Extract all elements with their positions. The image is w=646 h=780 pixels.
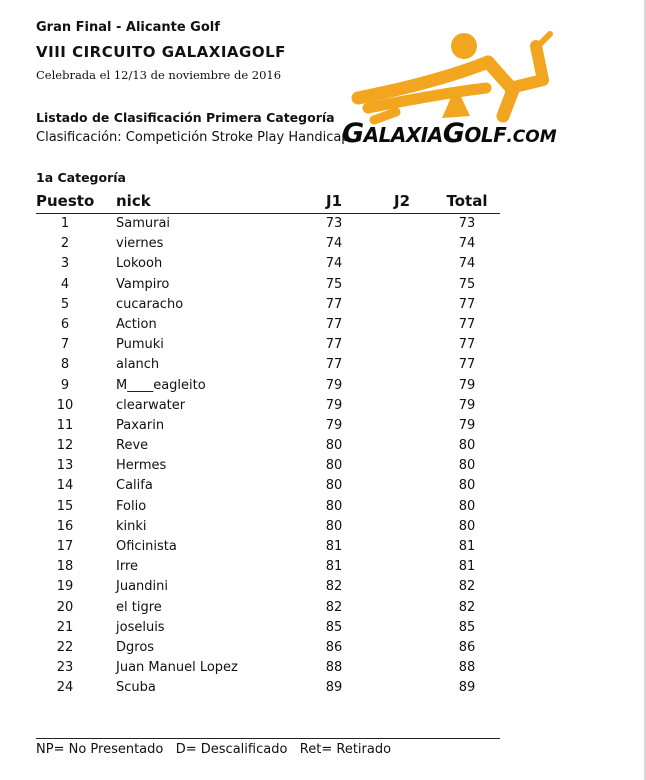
row-nick: kinki (116, 518, 147, 534)
table-row (0, 499, 646, 519)
row-j1: 74 (325, 236, 343, 252)
table-row (0, 620, 646, 640)
logo-wordmark: GALAXIAGOLF.COM (342, 118, 557, 149)
row-position: 4 (60, 276, 70, 292)
row-position: 2 (60, 236, 70, 252)
row-j1: 80 (325, 438, 343, 454)
category-title: 1a Categoría (36, 170, 126, 185)
column-header-total: Total (446, 192, 488, 210)
row-j1: 77 (325, 296, 343, 312)
row-total: 81 (458, 559, 476, 575)
row-j1: 73 (325, 216, 343, 231)
table-row (0, 398, 646, 418)
row-position: 1 (60, 216, 70, 231)
legend: NP= No Presentado D= Descalificado Ret= Retirado (36, 742, 392, 757)
row-nick: Reve (116, 438, 149, 454)
row-position: 24 (56, 680, 74, 696)
row-nick: Juandini (116, 579, 168, 595)
row-nick: Oficinista (116, 539, 177, 554)
row-position: 17 (56, 539, 74, 554)
row-j1: 82 (325, 599, 343, 615)
row-j1: 77 (325, 357, 343, 373)
table-row (0, 539, 646, 559)
table-row (0, 277, 646, 297)
row-nick: Califa (116, 478, 153, 494)
row-total: 77 (458, 296, 476, 312)
row-total: 79 (458, 397, 476, 413)
row-total: 79 (458, 417, 476, 433)
table-row (0, 478, 646, 498)
row-j1: 77 (325, 316, 343, 332)
row-position: 23 (56, 660, 74, 676)
table-row (0, 236, 646, 256)
row-total: 82 (458, 579, 476, 595)
row-nick: Samurai (116, 216, 171, 231)
row-j1: 79 (325, 397, 343, 413)
row-total: 86 (458, 639, 476, 655)
row-position: 13 (56, 458, 74, 474)
row-position: 11 (56, 417, 74, 433)
row-total: 85 (458, 619, 476, 635)
row-total: 74 (458, 236, 476, 252)
row-nick: joseluis (116, 619, 165, 635)
row-total: 82 (458, 599, 476, 615)
row-position: 15 (56, 498, 74, 514)
row-position: 9 (60, 377, 70, 393)
table-row (0, 579, 646, 599)
row-total: 77 (458, 316, 476, 332)
row-total: 77 (458, 357, 476, 373)
header-divider (36, 213, 500, 214)
row-position: 16 (56, 518, 74, 534)
table-row (0, 640, 646, 660)
row-position: 7 (60, 337, 70, 353)
classification-type: Clasificación: Competición Stroke Play Handicap (36, 130, 350, 145)
row-total: 75 (458, 276, 476, 292)
row-total: 80 (458, 478, 476, 494)
row-j1: 86 (325, 639, 343, 655)
table-row (0, 357, 646, 377)
row-nick: Paxarin (116, 417, 165, 433)
event-date: Celebrada el 12/13 de noviembre de 2016 (36, 68, 282, 82)
table-row (0, 559, 646, 579)
row-nick: alanch (116, 357, 160, 373)
row-j1: 80 (325, 458, 343, 474)
table-row (0, 438, 646, 458)
row-position: 19 (56, 579, 74, 595)
row-total: 79 (458, 377, 476, 393)
row-position: 10 (56, 397, 74, 413)
row-nick: Vampiro (116, 276, 170, 292)
table-row (0, 297, 646, 317)
footer-divider (36, 738, 500, 739)
row-position: 18 (56, 559, 74, 575)
row-nick: Pumuki (116, 337, 164, 353)
row-nick: Lokooh (116, 256, 163, 272)
row-total: 74 (458, 256, 476, 272)
row-total: 89 (458, 680, 476, 696)
row-nick: Action (116, 316, 157, 332)
row-nick: clearwater (116, 397, 186, 413)
row-position: 3 (60, 256, 70, 272)
row-j1: 80 (325, 478, 343, 494)
table-row (0, 519, 646, 539)
table-row (0, 680, 646, 700)
row-position: 5 (60, 296, 70, 312)
row-nick: viernes (116, 236, 164, 252)
row-position: 20 (56, 599, 74, 615)
list-title: Listado de Clasificación Primera Categoría (36, 110, 335, 125)
row-j1: 81 (325, 559, 343, 575)
row-nick: Hermes (116, 458, 167, 474)
table-row (0, 378, 646, 398)
table-row (0, 458, 646, 478)
row-nick: Scuba (116, 680, 156, 696)
row-j1: 82 (325, 579, 343, 595)
row-position: 21 (56, 619, 74, 635)
row-total: 80 (458, 458, 476, 474)
row-j1: 89 (325, 680, 343, 696)
row-total: 77 (458, 337, 476, 353)
row-j1: 88 (325, 660, 343, 676)
row-total: 80 (458, 498, 476, 514)
row-position: 6 (60, 316, 70, 332)
table-row (0, 418, 646, 438)
row-nick: M____eagleito (116, 377, 206, 393)
row-j1: 75 (325, 276, 343, 292)
column-header-position: Puesto (36, 192, 95, 210)
row-position: 14 (56, 478, 74, 494)
event-title: Gran Final - Alicante Golf (36, 20, 220, 35)
column-header-j2: J2 (393, 192, 411, 210)
row-nick: Irre (116, 559, 139, 575)
row-j1: 80 (325, 498, 343, 514)
row-j1: 80 (325, 518, 343, 534)
row-j1: 81 (325, 539, 343, 554)
row-j1: 74 (325, 256, 343, 272)
table-row (0, 337, 646, 357)
row-total: 80 (458, 438, 476, 454)
row-nick: Dgros (116, 639, 155, 655)
row-j1: 77 (325, 337, 343, 353)
row-nick: cucaracho (116, 296, 184, 312)
row-j1: 79 (325, 377, 343, 393)
row-j1: 85 (325, 619, 343, 635)
column-header-j1: J1 (325, 192, 343, 210)
row-nick: Folio (116, 498, 147, 514)
row-position: 12 (56, 438, 74, 454)
table-row (0, 256, 646, 276)
table-row (0, 216, 646, 236)
row-nick: Juan Manuel Lopez (116, 660, 238, 676)
table-row (0, 600, 646, 620)
row-total: 88 (458, 660, 476, 676)
table-row (0, 317, 646, 337)
row-nick: el tigre (116, 599, 162, 615)
circuit-title: VIII CIRCUITO GALAXIAGOLF (36, 43, 286, 61)
row-total: 81 (458, 539, 476, 554)
row-total: 80 (458, 518, 476, 534)
row-position: 22 (56, 639, 74, 655)
row-j1: 79 (325, 417, 343, 433)
ranking-table (0, 216, 646, 701)
row-position: 8 (60, 357, 70, 373)
column-header-nick: nick (116, 192, 151, 210)
table-row (0, 660, 646, 680)
row-total: 73 (458, 216, 476, 231)
